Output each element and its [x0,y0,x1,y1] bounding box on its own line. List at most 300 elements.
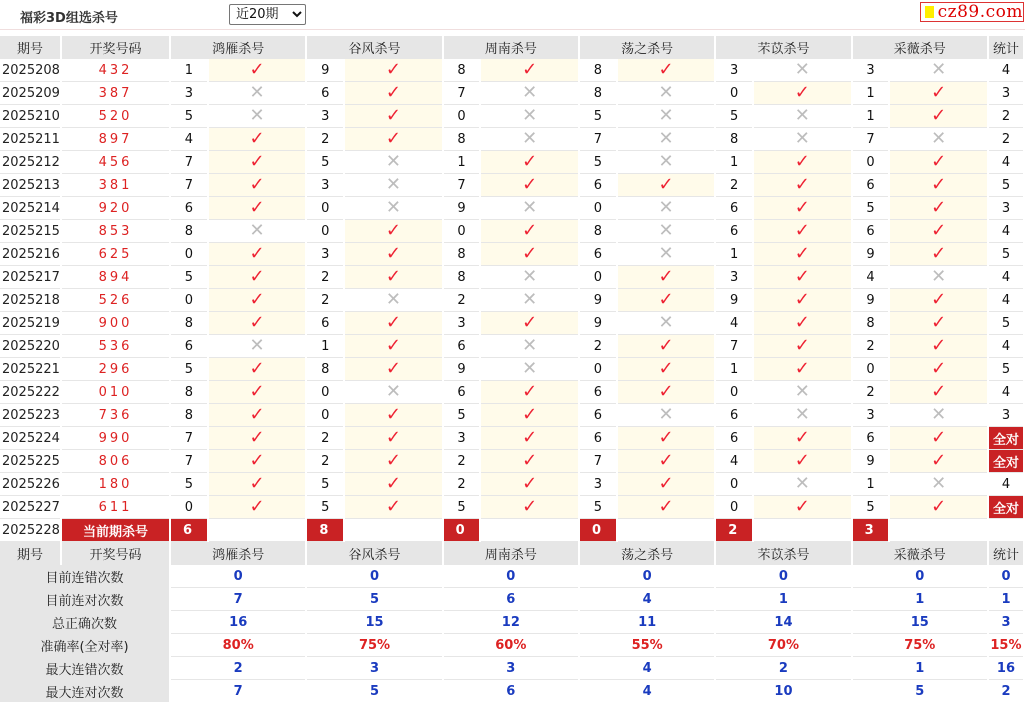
header-period: 期号 [0,542,60,565]
header-group: 芣苡杀号 [716,36,850,59]
kill-number-cell: 7 [853,128,889,151]
table-body [0,36,1023,702]
kill-number-cell: 2 [444,473,480,496]
kill-number-cell: 2 [444,450,480,473]
check-icon: ✓ [754,358,851,381]
kill-number-cell: 6 [716,197,752,220]
cross-icon: ✕ [618,404,715,427]
all-correct-badge: 全对 [989,496,1023,519]
stats-count: 15% [989,634,1023,657]
stats-label: 目前连对次数 [0,588,169,611]
stats-value: 70% [716,634,850,657]
check-icon: ✓ [754,335,851,358]
kill-number-cell: 9 [853,289,889,312]
kill-number-cell: 4 [853,266,889,289]
check-icon: ✓ [345,450,442,473]
kill-number-cell: 4 [171,128,207,151]
kill-number-cell: 5 [171,105,207,128]
check-icon: ✓ [890,105,987,128]
cross-icon: ✕ [481,289,578,312]
cross-icon: ✕ [481,358,578,381]
kill-number-cell: 6 [580,381,616,404]
kill-number-cell: 8 [444,59,480,82]
kill-number-cell: 3 [853,59,889,82]
count-cell: 3 [989,82,1023,105]
period-cell: 2025208 [0,59,60,82]
stats-value: 2 [171,657,305,680]
count-cell: 4 [989,289,1023,312]
kill-number-cell: 7 [171,450,207,473]
stats-value: 10 [716,680,850,702]
check-icon: ✓ [345,266,442,289]
period-cell: 2025219 [0,312,60,335]
check-icon: ✓ [209,450,306,473]
cross-icon: ✕ [481,105,578,128]
stats-value: 12 [444,611,578,634]
cross-icon: ✕ [481,266,578,289]
count-cell: 3 [989,404,1023,427]
count-cell: 4 [989,59,1023,82]
kill-number-cell: 3 [171,82,207,105]
check-icon: ✓ [890,381,987,404]
stats-count: 1 [989,588,1023,611]
kill-number-cell: 7 [444,174,480,197]
check-icon: ✓ [618,289,715,312]
count-cell: 3 [989,197,1023,220]
check-icon: ✓ [754,174,851,197]
kill-number-cell: 0 [307,220,343,243]
count-cell: 5 [989,174,1023,197]
cross-icon: ✕ [481,197,578,220]
kill-number-cell: 3 [580,473,616,496]
header-count: 统计 [989,36,1023,59]
stats-row [0,565,1023,588]
cross-icon: ✕ [345,151,442,174]
table-row [0,82,1023,105]
kill-number-cell: 0 [171,496,207,519]
table-row [0,358,1023,381]
check-icon: ✓ [209,197,306,220]
check-icon: ✓ [481,243,578,266]
kill-number-cell: 0 [853,358,889,381]
stats-value: 0 [444,565,578,588]
stats-value: 60% [444,634,578,657]
check-icon: ✓ [209,243,306,266]
kill-number-cell: 9 [853,450,889,473]
table-row [0,105,1023,128]
top-bar [0,0,1025,30]
current-kill-number: 2 [716,519,752,542]
kill-number-cell: 0 [307,381,343,404]
period-cell: 2025209 [0,82,60,105]
cross-icon: ✕ [618,312,715,335]
stats-value: 15 [307,611,441,634]
period-cell: 2025212 [0,151,60,174]
table-row [0,381,1023,404]
check-icon: ✓ [345,220,442,243]
check-icon: ✓ [345,358,442,381]
kill-number-cell: 5 [171,473,207,496]
draw-number-cell: 432 [62,59,169,82]
period-cell: 2025224 [0,427,60,450]
kill-number-cell: 5 [853,496,889,519]
kill-number-table [0,36,1025,702]
cross-icon: ✕ [481,335,578,358]
check-icon: ✓ [481,381,578,404]
check-icon: ✓ [345,243,442,266]
cross-icon: ✕ [209,105,306,128]
kill-number-cell: 6 [444,381,480,404]
empty-cell [345,519,442,542]
kill-number-cell: 6 [716,427,752,450]
kill-number-cell: 5 [580,496,616,519]
count-cell: 4 [989,381,1023,404]
stats-row [0,634,1023,657]
cross-icon: ✕ [345,197,442,220]
table-header-row [0,36,1023,59]
kill-number-cell: 1 [716,151,752,174]
kill-number-cell: 9 [307,59,343,82]
check-icon: ✓ [618,427,715,450]
stats-label: 准确率(全对率) [0,634,169,657]
check-icon: ✓ [754,243,851,266]
check-icon: ✓ [754,427,851,450]
check-icon: ✓ [209,358,306,381]
empty-cell [618,519,715,542]
check-icon: ✓ [481,473,578,496]
kill-number-cell: 2 [307,289,343,312]
check-icon: ✓ [481,220,578,243]
stats-value: 1 [853,657,987,680]
check-icon: ✓ [345,427,442,450]
site-logo[interactable] [920,2,1024,22]
cross-icon: ✕ [754,381,851,404]
kill-number-cell: 5 [716,105,752,128]
kill-number-cell: 0 [444,220,480,243]
check-icon: ✓ [345,473,442,496]
check-icon: ✓ [209,427,306,450]
draw-number-cell: 296 [62,358,169,381]
all-correct-badge: 全对 [989,427,1023,450]
kill-number-cell: 6 [580,243,616,266]
cross-icon: ✕ [890,473,987,496]
check-icon: ✓ [481,496,578,519]
kill-number-cell: 2 [307,266,343,289]
empty-cell [989,519,1023,542]
kill-number-cell: 8 [171,381,207,404]
draw-number-cell: 990 [62,427,169,450]
kill-number-cell: 1 [171,59,207,82]
kill-number-cell: 8 [853,312,889,335]
cross-icon: ✕ [618,220,715,243]
check-icon: ✓ [754,197,851,220]
kill-number-cell: 9 [444,358,480,381]
draw-number-cell: 526 [62,289,169,312]
header-group: 周南杀号 [444,36,578,59]
period-cell: 2025227 [0,496,60,519]
kill-number-cell: 8 [171,220,207,243]
header-draw-number: 开奖号码 [62,36,169,59]
kill-number-cell: 0 [716,381,752,404]
kill-number-cell: 5 [307,496,343,519]
kill-number-cell: 5 [580,151,616,174]
kill-number-cell: 7 [444,82,480,105]
kill-number-cell: 5 [580,105,616,128]
kill-number-cell: 8 [307,358,343,381]
kill-number-cell: 6 [171,197,207,220]
count-cell: 4 [989,335,1023,358]
kill-number-cell: 2 [307,427,343,450]
check-icon: ✓ [618,473,715,496]
table-row [0,197,1023,220]
draw-number-cell: 920 [62,197,169,220]
kill-number-cell: 7 [171,174,207,197]
cross-icon: ✕ [618,128,715,151]
draw-number-cell: 010 [62,381,169,404]
table-row [0,151,1023,174]
period-cell: 2025228 [0,519,60,542]
check-icon: ✓ [209,496,306,519]
stats-value: 0 [853,565,987,588]
kill-number-cell: 2 [853,335,889,358]
stats-value: 3 [307,657,441,680]
kill-number-cell: 8 [444,243,480,266]
kill-number-cell: 0 [307,197,343,220]
period-cell: 2025211 [0,128,60,151]
kill-number-cell: 5 [444,404,480,427]
table-row [0,59,1023,82]
kill-number-cell: 0 [307,404,343,427]
kill-number-cell: 7 [171,427,207,450]
check-icon: ✓ [618,450,715,473]
check-icon: ✓ [209,128,306,151]
stats-value: 5 [853,680,987,702]
count-cell: 2 [989,105,1023,128]
check-icon: ✓ [209,381,306,404]
draw-number-cell: 736 [62,404,169,427]
kill-number-cell: 5 [171,266,207,289]
check-icon: ✓ [754,312,851,335]
cross-icon: ✕ [209,220,306,243]
current-kill-number: 3 [853,519,889,542]
stats-value: 80% [171,634,305,657]
period-cell: 2025221 [0,358,60,381]
cross-icon: ✕ [209,335,306,358]
stats-value: 0 [716,565,850,588]
kill-number-cell: 0 [580,266,616,289]
cross-icon: ✕ [209,82,306,105]
kill-number-cell: 5 [171,358,207,381]
draw-number-cell: 456 [62,151,169,174]
check-icon: ✓ [618,381,715,404]
stats-value: 6 [444,588,578,611]
empty-cell [481,519,578,542]
check-icon: ✓ [345,59,442,82]
kill-number-cell: 5 [444,496,480,519]
kill-number-cell: 1 [853,473,889,496]
cross-icon: ✕ [754,404,851,427]
kill-number-cell: 3 [853,404,889,427]
table-row [0,312,1023,335]
draw-number-cell: 897 [62,128,169,151]
kill-number-cell: 8 [444,266,480,289]
kill-number-cell: 6 [580,427,616,450]
kill-number-cell: 1 [716,358,752,381]
stats-value: 0 [580,565,714,588]
header-group: 谷风杀号 [307,36,441,59]
kill-number-cell: 8 [580,220,616,243]
kill-number-cell: 0 [171,289,207,312]
check-icon: ✓ [345,496,442,519]
stats-value: 14 [716,611,850,634]
kill-number-cell: 2 [716,174,752,197]
kill-number-cell: 2 [580,335,616,358]
check-icon: ✓ [345,105,442,128]
header-group: 采薇杀号 [853,542,987,565]
kill-number-cell: 1 [716,243,752,266]
header-group: 芣苡杀号 [716,542,850,565]
cross-icon: ✕ [345,289,442,312]
current-kill-number: 0 [580,519,616,542]
header-group: 荡之杀号 [580,36,714,59]
check-icon: ✓ [618,59,715,82]
kill-number-cell: 7 [716,335,752,358]
kill-number-cell: 9 [444,197,480,220]
kill-number-cell: 3 [716,266,752,289]
period-cell: 2025210 [0,105,60,128]
count-cell: 5 [989,312,1023,335]
count-cell: 4 [989,473,1023,496]
table-row [0,473,1023,496]
kill-number-cell: 6 [307,312,343,335]
stats-value: 3 [444,657,578,680]
table-row [0,243,1023,266]
draw-number-cell: 894 [62,266,169,289]
period-cell: 2025218 [0,289,60,312]
check-icon: ✓ [754,289,851,312]
current-kill-number: 8 [307,519,343,542]
kill-number-cell: 0 [171,243,207,266]
check-icon: ✓ [890,358,987,381]
kill-number-cell: 1 [307,335,343,358]
check-icon: ✓ [209,266,306,289]
draw-number-cell: 520 [62,105,169,128]
stats-value: 5 [307,680,441,702]
stats-value: 75% [307,634,441,657]
draw-number-cell: 853 [62,220,169,243]
kill-number-cell: 0 [580,197,616,220]
check-icon: ✓ [209,151,306,174]
period-cell: 2025222 [0,381,60,404]
check-icon: ✓ [890,197,987,220]
kill-number-cell: 3 [307,243,343,266]
stats-value: 4 [580,588,714,611]
count-cell: 5 [989,358,1023,381]
stats-value: 4 [580,657,714,680]
kill-number-cell: 0 [716,496,752,519]
cross-icon: ✕ [754,59,851,82]
logo-square-icon [925,6,934,18]
kill-number-cell: 7 [580,450,616,473]
kill-number-cell: 6 [716,404,752,427]
check-icon: ✓ [890,312,987,335]
stats-value: 7 [171,588,305,611]
logo-text: cz89.com [937,2,1023,22]
kill-number-cell: 0 [716,473,752,496]
period-range-select[interactable] [229,4,306,25]
draw-number-cell: 381 [62,174,169,197]
stats-value: 1 [716,588,850,611]
table-row [0,496,1023,519]
check-icon: ✓ [481,427,578,450]
header-group: 荡之杀号 [580,542,714,565]
count-cell: 5 [989,243,1023,266]
kill-number-cell: 1 [444,151,480,174]
kill-number-cell: 2 [444,289,480,312]
check-icon: ✓ [618,496,715,519]
kill-number-cell: 9 [580,312,616,335]
kill-number-cell: 6 [853,174,889,197]
kill-number-cell: 9 [716,289,752,312]
check-icon: ✓ [890,220,987,243]
check-icon: ✓ [890,82,987,105]
check-icon: ✓ [481,59,578,82]
check-icon: ✓ [754,266,851,289]
check-icon: ✓ [345,404,442,427]
draw-number-cell: 806 [62,450,169,473]
cross-icon: ✕ [481,82,578,105]
period-cell: 2025226 [0,473,60,496]
check-icon: ✓ [481,404,578,427]
cross-icon: ✕ [481,128,578,151]
table-row [0,128,1023,151]
cross-icon: ✕ [618,197,715,220]
check-icon: ✓ [209,404,306,427]
kill-number-cell: 2 [853,381,889,404]
kill-number-cell: 8 [716,128,752,151]
check-icon: ✓ [890,289,987,312]
kill-number-cell: 6 [853,220,889,243]
stats-value: 16 [171,611,305,634]
kill-number-cell: 8 [171,404,207,427]
kill-number-cell: 0 [853,151,889,174]
kill-number-cell: 7 [171,151,207,174]
kill-number-cell: 4 [716,450,752,473]
check-icon: ✓ [618,174,715,197]
stats-count: 2 [989,680,1023,702]
table-row [0,450,1023,473]
period-cell: 2025223 [0,404,60,427]
cross-icon: ✕ [618,105,715,128]
kill-number-cell: 8 [580,59,616,82]
cross-icon: ✕ [618,243,715,266]
stats-row [0,588,1023,611]
check-icon: ✓ [209,174,306,197]
cross-icon: ✕ [890,128,987,151]
header-draw-number: 开奖号码 [62,542,169,565]
check-icon: ✓ [345,335,442,358]
current-period-row [0,519,1023,542]
header-period: 期号 [0,36,60,59]
current-kill-number: 6 [171,519,207,542]
kill-number-cell: 1 [853,82,889,105]
kill-number-cell: 8 [580,82,616,105]
cross-icon: ✕ [890,404,987,427]
table-row [0,335,1023,358]
check-icon: ✓ [481,151,578,174]
stats-value: 5 [307,588,441,611]
kill-number-cell: 9 [580,289,616,312]
